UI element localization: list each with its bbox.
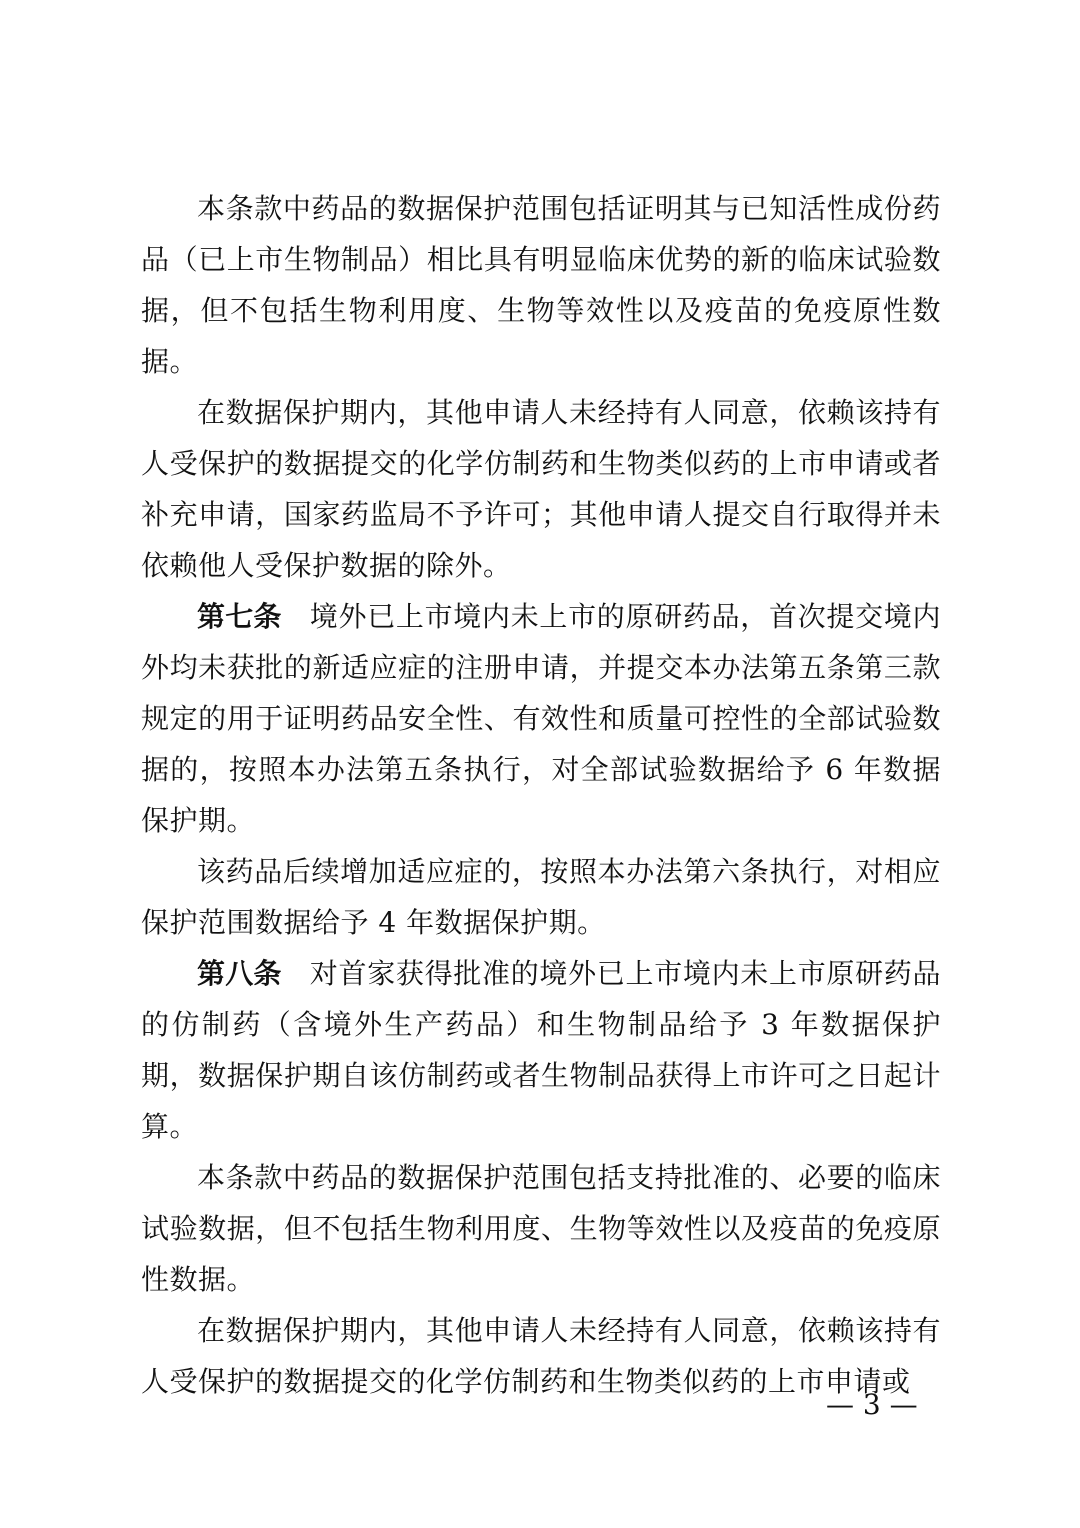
paragraph-no-approval-clause bbox=[141, 387, 941, 591]
page-number: — 3 — bbox=[826, 1388, 918, 1421]
paragraph-article-eight bbox=[141, 948, 941, 1152]
document-page bbox=[141, 183, 941, 1407]
paragraph-data-scope-approval bbox=[141, 1152, 941, 1305]
paragraph-additional-indications bbox=[141, 846, 941, 948]
paragraph-article-seven bbox=[141, 591, 941, 846]
paragraph-no-approval-clause-continued bbox=[141, 1305, 941, 1407]
paragraph-text: 该药品后续增加适应症的，按照本办法第六条执行，对相应保护范围数据给予 4 年数据保护期。 bbox=[141, 855, 941, 939]
article-number: 第七条 bbox=[197, 600, 282, 633]
paragraph-text: 对首家获得批准的境外已上市境内未上市原研药品的仿制药（含境外生产药品）和生物制品给予 3 年数据保护期，数据保护期自该仿制药或者生物制品获得上市许可之日起计算。 bbox=[141, 957, 941, 1143]
paragraph-text: 境外已上市境内未上市的原研药品，首次提交境内外均未获批的新适应症的注册申请，并提交本办法第五条第三款规定的用于证明药品安全性、有效性和质量可控性的全部试验数据的，按照本办法第五条执行，对全部试验数据给予 6 年数据保护期。 bbox=[141, 600, 941, 837]
paragraph-text: 在数据保护期内，其他申请人未经持有人同意，依赖该持有人受保护的数据提交的化学仿制药和生物类似药的上市申请或 bbox=[141, 1314, 941, 1398]
paragraph-text: 本条款中药品的数据保护范围包括证明其与已知活性成份药品（已上市生物制品）相比具有明显临床优势的新的临床试验数据，但不包括生物利用度、生物等效性以及疫苗的免疫原性数据。 bbox=[141, 192, 941, 378]
article-number: 第八条 bbox=[197, 957, 282, 990]
paragraph-text: 本条款中药品的数据保护范围包括支持批准的、必要的临床试验数据，但不包括生物利用度、生物等效性以及疫苗的免疫原性数据。 bbox=[141, 1161, 941, 1296]
paragraph-text: 在数据保护期内，其他申请人未经持有人同意，依赖该持有人受保护的数据提交的化学仿制药和生物类似药的上市申请或者补充申请，国家药监局不予许可；其他申请人提交自行取得并未依赖他人受保护数据的除外。 bbox=[141, 396, 941, 582]
paragraph-data-scope-new-clinical bbox=[141, 183, 941, 387]
